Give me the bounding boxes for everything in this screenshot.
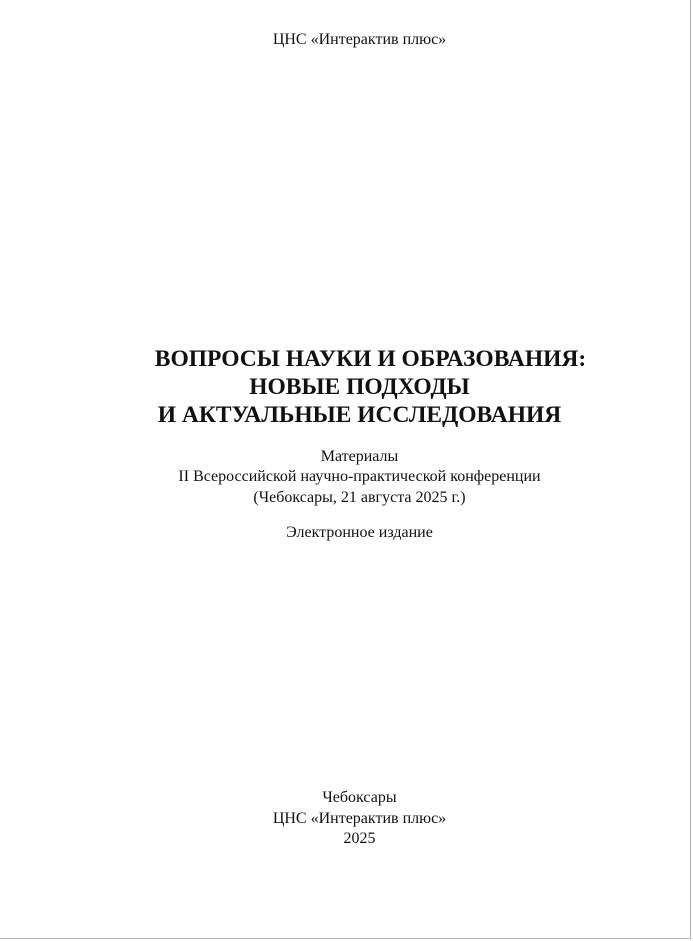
imprint-city: Чебоксары — [322, 789, 397, 806]
conference-name: II Всероссийской научно-практической конференции — [178, 468, 541, 485]
header-publisher: ЦНС «Интерактив плюс» — [272, 31, 447, 48]
title-line-1: ВОПРОСЫ НАУКИ И ОБРАЗОВАНИЯ: — [154, 346, 587, 372]
materials-label: Материалы — [320, 448, 399, 465]
conference-place-date: (Чебоксары, 21 августа 2025 г.) — [253, 489, 466, 506]
imprint-publisher: ЦНС «Интерактив плюс» — [272, 810, 447, 827]
imprint-year: 2025 — [343, 830, 376, 847]
title-line-3: И АКТУАЛЬНЫЕ ИССЛЕДОВАНИЯ — [157, 402, 562, 428]
page-bottom-border — [0, 938, 691, 939]
edition-label: Электронное издание — [286, 524, 433, 541]
title-line-2: НОВЫЕ ПОДХОДЫ — [249, 374, 470, 400]
